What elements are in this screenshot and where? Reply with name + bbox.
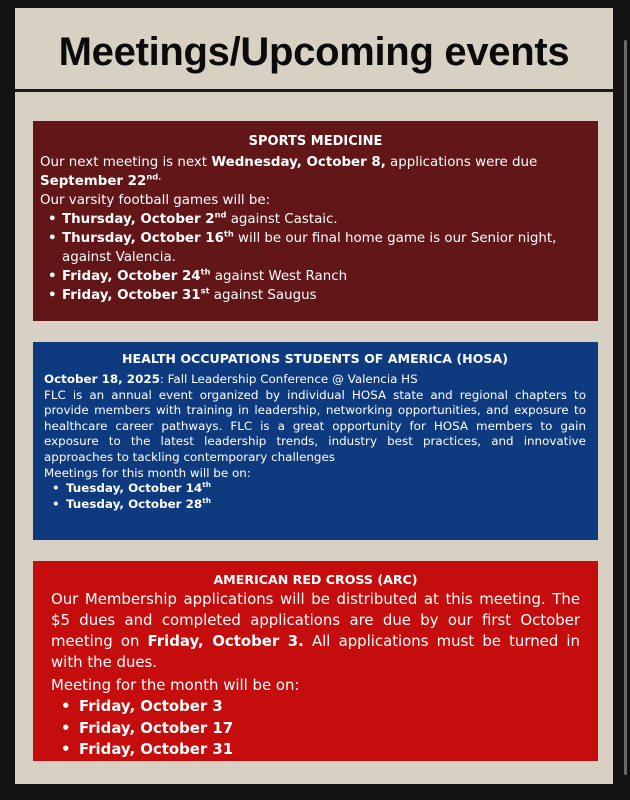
scrollbar-thumb[interactable]: [624, 40, 627, 775]
list-item: • Friday, October 3: [79, 696, 580, 718]
game-day: Thursday, October 16: [62, 231, 224, 246]
sports-medicine-section: [33, 121, 598, 321]
sports-games-list: [40, 210, 591, 305]
game-day: Friday, October 31: [62, 288, 201, 303]
sports-intro-b: applications were due: [385, 155, 538, 170]
meeting-day: Tuesday, October 28: [66, 496, 203, 511]
game-detail: against West Ranch: [210, 269, 348, 284]
game-day: Thursday, October 2: [62, 212, 215, 227]
sports-due-date: [40, 171, 162, 189]
list-item: [62, 210, 591, 229]
hosa-event-name: : Fall Leadership Conference @ Valencia HS: [159, 372, 418, 386]
title-bar: [15, 8, 613, 92]
game-detail: against Saugus: [209, 288, 317, 303]
sports-meeting-text: [40, 153, 591, 191]
hosa-event-line: [44, 372, 586, 388]
meeting-day-sup: th: [202, 480, 211, 490]
list-item: [62, 229, 591, 267]
hosa-meetings-intro: Meetings for this month will be on:: [44, 465, 251, 480]
meeting-day-sup: th: [202, 495, 211, 505]
arc-description: [51, 589, 580, 673]
game-detail: against Castaic.: [226, 212, 338, 227]
hosa-description: FLC is an annual event organized by individual HOSA state and regional chapters to provide members with training in leadership, networking opportunities, and exposure to healthcare career pathways. FLC is a great opportunity for HOSA members to gain exposure to the latest leadership trends, industry best practices, and innovative approaches to tackling contemporary challenges: [44, 387, 586, 464]
arc-desc-a: Our Membership applications will be distributed at this meeting. The $5 dues and completed applications are due by our first October meeting on: [51, 590, 580, 650]
sports-medicine-heading: SPORTS MEDICINE: [248, 134, 383, 149]
hosa-event-date: October 18, 2025: [44, 372, 160, 386]
meeting-day: Tuesday, October 14: [66, 481, 203, 496]
hosa-meetings-list: [44, 481, 586, 512]
list-item: [62, 267, 591, 286]
sports-intro-a: Our next meeting is next: [40, 155, 212, 170]
game-day-sup: th: [223, 228, 234, 239]
arc-meetings-list: [51, 696, 580, 761]
page-title: Meetings/Upcoming events: [58, 30, 570, 74]
arc-due-date: Friday, October 3.: [147, 632, 304, 650]
arc-section: [33, 561, 598, 761]
hosa-section: [33, 342, 598, 540]
hosa-heading: HEALTH OCCUPATIONS STUDENTS OF AMERICA (HOSA): [121, 351, 508, 366]
game-day: Friday, October 24: [62, 269, 201, 284]
list-item: [66, 497, 586, 513]
sports-due-date-text: September 22: [40, 174, 147, 189]
list-item: [66, 481, 586, 497]
flyer-page: [15, 8, 613, 784]
sports-meeting-date: Wednesday, October 8,: [211, 155, 386, 170]
arc-heading: AMERICAN RED CROSS (ARC): [213, 572, 418, 587]
arc-desc-b: All applications must be turned in with the dues.: [51, 632, 580, 671]
game-day-sup: th: [200, 266, 211, 277]
sports-games-intro: Our varsity football games will be:: [40, 193, 271, 208]
list-item: • Friday, October 31: [79, 739, 580, 761]
game-day-sup: nd: [214, 209, 227, 220]
game-day-sup: st: [200, 285, 210, 296]
arc-meetings-intro: Meeting for the month will be on:: [51, 676, 300, 694]
game-detail: will be our final home game is our Senior night, against Valencia.: [62, 231, 557, 265]
sports-due-date-sup: nd.: [146, 171, 162, 182]
list-item: • Friday, October 17: [79, 718, 580, 740]
list-item: [62, 286, 591, 305]
